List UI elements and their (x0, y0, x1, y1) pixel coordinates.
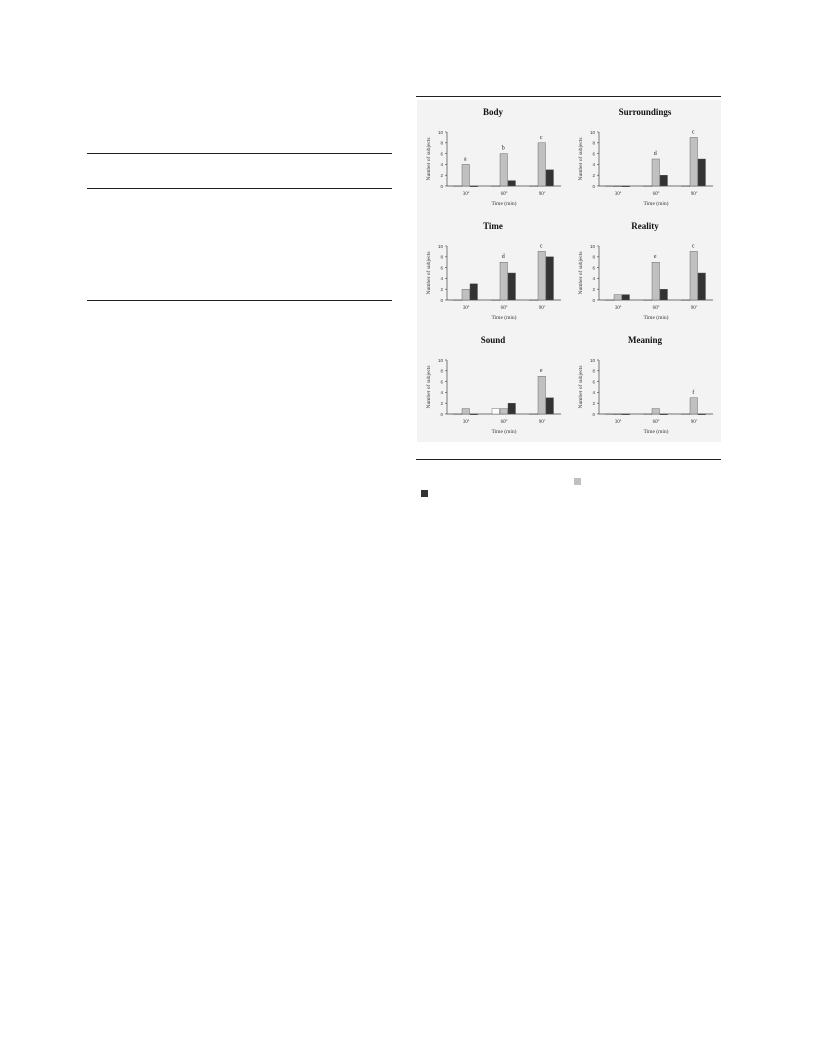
bar (614, 414, 622, 415)
y-axis-label: Number of subjects (578, 365, 584, 409)
bar-annotation: c (539, 134, 543, 141)
bar (538, 143, 546, 186)
bar (454, 300, 462, 301)
x-axis-label: Time (min) (643, 201, 669, 207)
x-tick-superscript: a (619, 190, 622, 194)
bar (606, 186, 614, 187)
bar (644, 186, 652, 187)
y-tick-label: 2 (592, 401, 595, 406)
y-tick-label: 8 (440, 254, 443, 260)
x-axis-label: Time (min) (643, 315, 669, 321)
bar (622, 186, 630, 187)
bar (500, 409, 508, 414)
x-tick-label: 30$^a$ (462, 304, 470, 311)
x-tick-label: 30$^a$ (614, 418, 622, 425)
bar (682, 300, 690, 301)
y-tick-label: 10 (437, 357, 443, 363)
legend-gray-swatch (574, 478, 581, 485)
bar-annotation: d (501, 254, 505, 261)
x-tick-label: 60$^b$ (500, 304, 508, 311)
figure-grid (417, 100, 721, 442)
y-tick-label: 8 (440, 140, 443, 146)
x-axis-label: Time (min) (643, 429, 669, 435)
x-tick-label: 30$^a$ (462, 418, 470, 425)
bar (698, 159, 706, 186)
y-tick-label: 0 (592, 411, 595, 417)
y-tick-label: 0 (592, 297, 595, 303)
chart-panel-meaning (569, 328, 721, 442)
y-tick-label: 0 (440, 183, 443, 189)
x-tick-superscript: a (467, 418, 470, 422)
y-axis-label: Number of subjects (578, 251, 584, 295)
x-tick-superscript: c (695, 304, 698, 308)
y-tick-label: 10 (437, 243, 443, 249)
figure-top-rule (416, 96, 721, 97)
x-tick-label: 60$^b$ (652, 190, 660, 197)
legend-dark-swatch (421, 490, 428, 497)
bar (508, 181, 516, 186)
y-tick-label: 6 (440, 379, 443, 385)
bar (454, 186, 462, 187)
bar-annotation: d (653, 151, 657, 157)
x-tick-label: 30$^a$ (614, 190, 622, 197)
bar (470, 284, 478, 300)
x-tick-superscript: c (543, 418, 546, 422)
bar (492, 186, 500, 187)
bar (660, 289, 668, 300)
x-tick-label: 90$^c$ (538, 418, 546, 425)
bar (500, 262, 508, 300)
x-tick-superscript: b (657, 418, 660, 422)
chart-svg-body (417, 100, 569, 214)
bar (660, 175, 668, 186)
figure-bottom-rule (416, 459, 721, 460)
x-tick-label: 60$^b$ (652, 418, 660, 425)
y-axis-label: Number of subjects (578, 137, 584, 181)
bar (652, 262, 660, 300)
chart-svg-sound (417, 328, 569, 442)
y-tick-label: 4 (440, 162, 443, 168)
chart-panel-reality (569, 214, 721, 328)
bar (690, 398, 698, 414)
bar (660, 414, 668, 415)
bar (614, 186, 622, 187)
x-tick-superscript: c (695, 418, 698, 422)
bar (652, 159, 660, 186)
y-tick-label: 10 (589, 243, 595, 249)
chart-panel-sound (417, 328, 569, 442)
bar (538, 376, 546, 414)
x-tick-label: 30$^a$ (614, 304, 622, 311)
y-axis-label: Number of subjects (426, 365, 432, 409)
bar (690, 137, 698, 186)
bar (462, 289, 470, 300)
chart-panel-surroundings (569, 100, 721, 214)
bar (454, 414, 462, 415)
x-axis-label: Time (min) (491, 429, 517, 435)
bar (508, 403, 516, 414)
table-bottom-rule (87, 300, 392, 301)
bar-annotation: e (539, 368, 543, 375)
y-tick-label: 2 (440, 401, 443, 406)
y-tick-label: 2 (440, 287, 443, 292)
bar (470, 186, 478, 187)
y-tick-label: 2 (592, 173, 595, 178)
y-tick-label: 6 (440, 151, 443, 157)
x-tick-superscript: b (505, 304, 508, 308)
chart-title: Meaning (627, 335, 663, 345)
x-tick-label: 60$^b$ (500, 418, 508, 425)
x-tick-superscript: a (619, 418, 622, 422)
x-tick-superscript: a (467, 304, 470, 308)
y-tick-label: 4 (592, 162, 595, 168)
bar (492, 409, 500, 414)
bar (614, 295, 622, 300)
x-tick-superscript: c (543, 190, 546, 194)
bar (492, 300, 500, 301)
bar (606, 300, 614, 301)
x-tick-superscript: a (619, 304, 622, 308)
bar (530, 300, 538, 301)
chart-title: Time (483, 221, 503, 231)
chart-title: Surroundings (618, 107, 672, 117)
chart-panel-body (417, 100, 569, 214)
y-tick-label: 4 (592, 276, 595, 282)
bar (508, 273, 516, 300)
x-tick-label: 90$^c$ (690, 418, 698, 425)
y-tick-label: 10 (437, 129, 443, 135)
bar-annotation: b (501, 145, 505, 152)
y-tick-label: 2 (440, 173, 443, 178)
bar (682, 414, 690, 415)
y-tick-label: 4 (592, 390, 595, 396)
chart-svg-time (417, 214, 569, 328)
y-tick-label: 8 (592, 254, 595, 260)
x-tick-superscript: b (657, 190, 660, 194)
bar-annotation: c (539, 243, 543, 250)
y-tick-label: 8 (592, 140, 595, 146)
bar (606, 414, 614, 415)
x-tick-superscript: a (467, 190, 470, 194)
bar (644, 300, 652, 301)
bar (698, 273, 706, 300)
y-tick-label: 6 (592, 379, 595, 385)
x-tick-label: 60$^b$ (500, 190, 508, 197)
bar (652, 409, 660, 414)
y-tick-label: 6 (592, 265, 595, 271)
y-tick-label: 4 (440, 390, 443, 396)
bar (622, 414, 630, 415)
x-tick-superscript: c (695, 190, 698, 194)
x-tick-superscript: b (505, 418, 508, 422)
table-header-rule (87, 188, 392, 189)
y-tick-label: 0 (592, 183, 595, 189)
bar-annotation: a (463, 156, 467, 163)
x-tick-label: 90$^c$ (538, 304, 546, 311)
bar (470, 414, 478, 415)
bar (530, 186, 538, 187)
bar (546, 398, 554, 414)
bar (690, 251, 698, 300)
bar (546, 257, 554, 300)
x-axis-label: Time (min) (491, 315, 517, 321)
y-tick-label: 0 (440, 297, 443, 303)
x-tick-superscript: b (505, 190, 508, 194)
y-tick-label: 2 (592, 287, 595, 292)
x-tick-superscript: c (543, 304, 546, 308)
chart-svg-surroundings (569, 100, 721, 214)
x-tick-label: 30$^a$ (462, 190, 470, 197)
y-tick-label: 6 (440, 265, 443, 271)
bar-annotation: e (653, 254, 657, 261)
y-tick-label: 8 (592, 368, 595, 374)
y-tick-label: 6 (592, 151, 595, 157)
bar (682, 186, 690, 187)
y-tick-label: 10 (589, 129, 595, 135)
chart-svg-meaning (569, 328, 721, 442)
chart-panel-time (417, 214, 569, 328)
x-tick-label: 60$^b$ (652, 304, 660, 311)
bar (622, 295, 630, 300)
bar (500, 154, 508, 186)
x-tick-label: 90$^c$ (690, 304, 698, 311)
chart-title: Body (482, 107, 504, 117)
bar (546, 170, 554, 186)
chart-svg-reality (569, 214, 721, 328)
y-axis-label: Number of subjects (426, 137, 432, 181)
y-axis-label: Number of subjects (426, 251, 432, 295)
bar (538, 251, 546, 300)
y-tick-label: 4 (440, 276, 443, 282)
bar (644, 414, 652, 415)
x-tick-superscript: b (657, 304, 660, 308)
bar (530, 414, 538, 415)
bar (698, 414, 706, 415)
bar (462, 409, 470, 414)
x-axis-label: Time (min) (491, 201, 517, 207)
bar-annotation: c (691, 129, 695, 136)
bar (462, 164, 470, 186)
x-tick-label: 90$^c$ (538, 190, 546, 197)
bar-annotation: c (691, 243, 695, 250)
chart-title: Reality (631, 221, 659, 231)
table-top-rule (87, 153, 392, 154)
bar-annotation: f (692, 389, 695, 396)
x-tick-label: 90$^c$ (690, 190, 698, 197)
y-tick-label: 0 (440, 411, 443, 417)
y-tick-label: 10 (589, 357, 595, 363)
chart-title: Sound (480, 335, 506, 345)
y-tick-label: 8 (440, 368, 443, 374)
